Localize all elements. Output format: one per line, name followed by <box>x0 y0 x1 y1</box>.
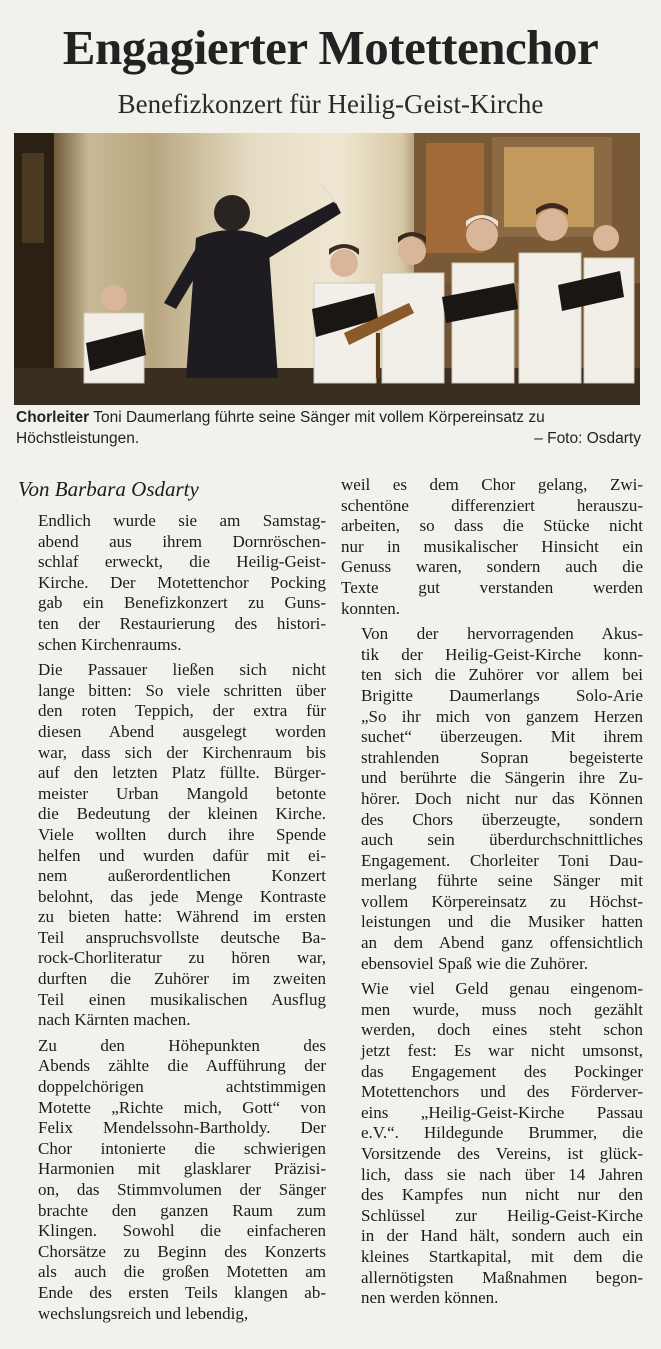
text-line: vollem Körpereinsatz zu Höchst- <box>361 891 643 911</box>
text-line: Vorsitzende des Vereins, ist glück- <box>361 1144 643 1163</box>
text-line: Zu den Höhepunkten des <box>38 1035 326 1055</box>
text-line: rock-Chorliteratur zu hören war, <box>38 948 326 968</box>
text-line: Kirche. Der Motettenchor Pocking <box>38 572 326 592</box>
text-line: ebensoviel Spaß wie die Zuhörer. <box>361 953 589 973</box>
text-line: an dem Abend ganz offensichtlich <box>361 933 643 953</box>
text-line: ten sich die Zuhörer vor allem bei <box>361 665 643 685</box>
text-line: suchet“ überzeugen. Mit ihrem <box>361 727 643 747</box>
text-line: in der Hand hält, sondern auch ein <box>361 1226 643 1246</box>
text-line: das Engagement des Pockinger <box>361 1061 643 1081</box>
text-line: zu bieten hatte: Während im ersten <box>38 907 326 927</box>
text-line: Harmonien mit glasklarer Präzisi- <box>38 1159 326 1179</box>
text-line: auf den letzten Platz füllte. Bürger- <box>38 763 326 783</box>
text-line: Chorsätze zu Beginn des Konzerts <box>38 1241 326 1261</box>
choir-photo <box>14 133 640 405</box>
text-line: war, dass sich der Kirchenraum bis <box>38 742 326 762</box>
text-line: allernötigsten Maßnahmen begon- <box>361 1267 643 1287</box>
text-line: schentöne differenziert herauszu- <box>341 495 643 515</box>
text-line: leistungen und die Musiker hatten <box>361 912 643 932</box>
text-line: men wurde, muss noch gezählt <box>361 999 643 1019</box>
text-line: Die Passauer ließen sich nicht <box>38 660 326 680</box>
text-line: e.V.“. Hildegunde Brummer, die <box>361 1123 643 1143</box>
text-line: brachte den ganzen Raum zum <box>38 1200 326 1220</box>
text-line: Teil einen musikalischen Ausflug <box>38 989 326 1009</box>
paragraph <box>18 660 326 1031</box>
text-line: Genuss waren, sondern auch die <box>341 557 643 577</box>
text-line: jetzt fest: Es war nicht umsonst, <box>361 1041 643 1061</box>
text-line: Ende des ersten Teils klangen ab- <box>38 1282 326 1302</box>
text-line: kleines Startkapital, mit dem die <box>361 1246 643 1266</box>
text-line: Engagement. Chorleiter Toni Dau- <box>361 850 643 870</box>
text-line: merlang führte seine Sänger mit <box>361 871 643 891</box>
text-line: werden, doch eines steht schon <box>361 1020 643 1040</box>
paragraph <box>18 511 326 655</box>
text-line: Viele wollten durch ihre Spende <box>38 824 326 844</box>
text-line: auch sein überdurchschnittliches <box>361 830 643 850</box>
text-line: Brigitte Daumerlangs Solo-Arie <box>361 685 643 705</box>
text-line: ten der Restaurierung des histori- <box>38 613 326 633</box>
text-line: belohnt, das jede Menge Kontraste <box>38 886 326 906</box>
text-line: strahlenden Sopran begeisterte <box>361 747 643 767</box>
text-line: tik der Heilig-Geist-Kirche konn- <box>361 644 643 664</box>
text-line: des Chors überzeugte, sondern <box>361 809 643 829</box>
text-line: die Bedeutung der kleinen Kirche. <box>38 804 326 824</box>
text-line: helfen und wurden dafür mit ei- <box>38 845 326 865</box>
text-line: als auch die großen Motetten am <box>38 1262 326 1282</box>
text-line: diesen Abend ausgelegt worden <box>38 721 326 741</box>
byline: Von Barbara Osdarty <box>18 477 199 501</box>
text-line: Klingen. Sowohl die einfacheren <box>38 1221 326 1241</box>
text-line: doppelchörigen achtstimmigen <box>38 1077 326 1097</box>
text-line: Chor intonierte die schwierigen <box>38 1138 326 1158</box>
paragraph <box>341 475 643 619</box>
text-line: schlaf erweckt, die Heilig-Geist- <box>38 552 326 572</box>
text-line: hörer. Doch nicht nur das Können <box>361 788 643 808</box>
paragraph <box>18 1036 326 1324</box>
headline: Engagierter Motettenchor <box>62 20 599 75</box>
text-line: und berührte die Sängerin ihre Zu- <box>361 768 643 788</box>
text-line: Motette „Richte mich, Gott“ von <box>38 1097 326 1117</box>
text-line: lich, dass sie nach über 14 Jahren <box>361 1164 643 1184</box>
text-line: abend aus ihrem Dornröschen- <box>38 531 326 551</box>
text-line: lange bitten: So viele schritten über <box>38 680 326 700</box>
text-line: Endlich wurde sie am Samstag- <box>38 511 326 530</box>
text-line: gab ein Benefizkonzert zu Guns- <box>38 593 326 613</box>
text-line: den roten Teppich, der extra für <box>38 701 326 721</box>
text-line: schen Kirchenraums. <box>38 634 182 654</box>
paragraph <box>341 979 643 1309</box>
text-line: weil es dem Chor gelang, Zwi- <box>341 475 643 494</box>
text-line: Texte gut verstanden werden <box>341 577 643 597</box>
caption-text: Toni Daumerlang führte seine Sänger mit vollem Körpereinsatz zu Höchstleistungen. <box>16 409 545 447</box>
text-line: „So ihr mich von ganzem Herzen <box>361 706 643 726</box>
paragraph <box>341 624 643 974</box>
subheadline: Benefizkonzert für Heilig-Geist-Kirche <box>117 89 544 119</box>
text-line: eins „Heilig-Geist-Kirche Passau <box>361 1102 643 1122</box>
text-line: des Kampfes nun nicht nur den <box>361 1185 643 1205</box>
text-line: Motettenchors und des Förderver- <box>361 1082 643 1102</box>
text-line: durften die Zuhörer im zweiten <box>38 969 326 989</box>
article-column-2 <box>341 475 643 1314</box>
text-line: Teil anspruchsvollste deutsche Ba- <box>38 927 326 947</box>
text-line: Von der hervorragenden Akus- <box>361 624 643 644</box>
photo-credit: – Foto: Osdarty <box>534 430 641 447</box>
article-column-1 <box>18 511 326 1329</box>
text-line: wechslungsreich und lebendig, <box>38 1303 249 1323</box>
text-line: nem außerordentlichen Konzert <box>38 866 326 886</box>
text-line: arbeiten, so dass die Stücke nicht <box>341 516 643 536</box>
text-line: Schlüssel zur Heilig-Geist-Kirche <box>361 1205 643 1225</box>
text-line: nen werden können. <box>361 1288 499 1308</box>
text-line: Wie viel Geld genau eingenom- <box>361 979 643 999</box>
text-line: Abends zählte die Aufführung der <box>38 1056 326 1076</box>
text-line: Felix Mendelssohn-Bartholdy. Der <box>38 1118 326 1138</box>
text-line: on, das Stimmvolumen der Sänger <box>38 1180 326 1199</box>
text-line: meister Urban Mangold betonte <box>38 783 326 803</box>
text-line: nach Kärnten machen. <box>38 1010 191 1030</box>
text-line: nur in musikalischer Hinsicht ein <box>341 536 643 556</box>
caption-lead: Chorleiter <box>16 409 90 426</box>
text-line: konnten. <box>341 598 401 618</box>
